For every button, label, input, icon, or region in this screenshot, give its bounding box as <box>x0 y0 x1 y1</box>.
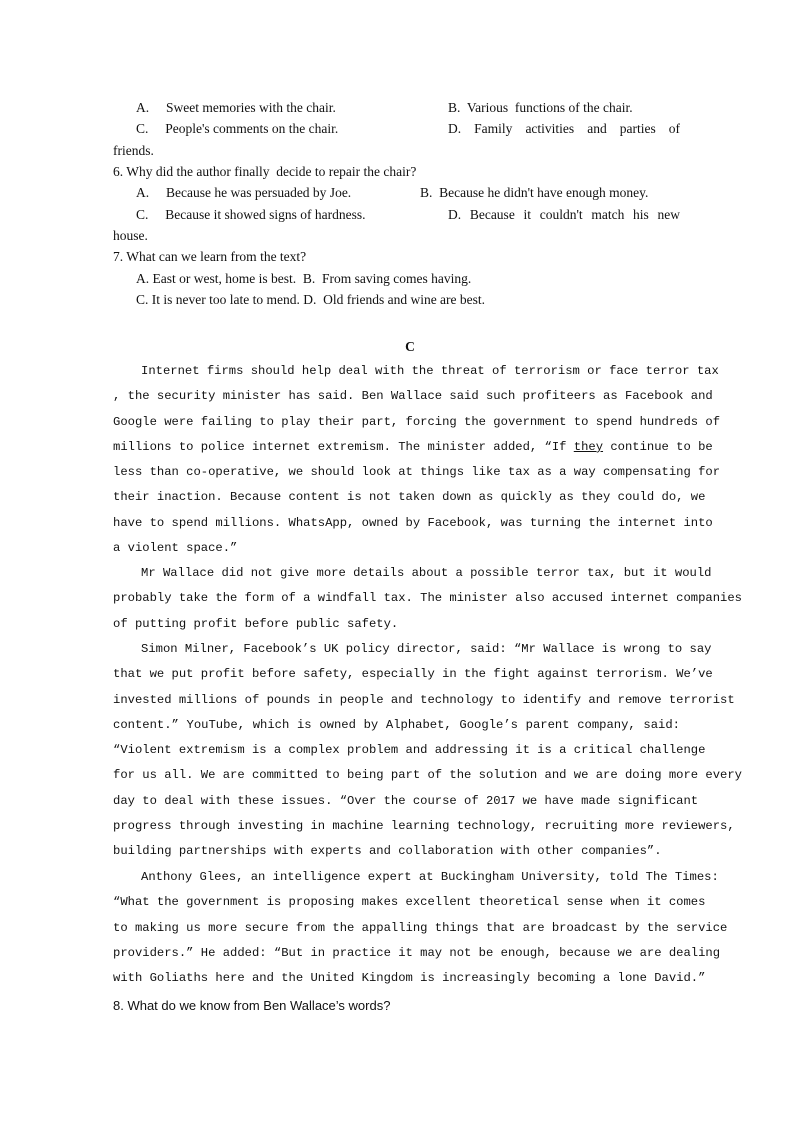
passage-paragraph-3 <box>113 637 742 865</box>
paragraph-line: less than co-operative, we should look at things like tax as a way compensating for <box>113 465 721 480</box>
q5-option-b: B. Various functions of the chair. <box>448 100 633 115</box>
q5-option-d: D. Family activities and parties of <box>448 121 680 136</box>
q6-option-d-continued: house. <box>113 228 148 243</box>
q6-option-c: C. Because it showed signs of hardness. <box>136 207 366 222</box>
paragraph-line: providers.” He added: “But in practice it may not be enough, because we are dealing <box>113 945 721 960</box>
paragraph-line: progress through investing in machine learning technology, recruiting more reviewers, <box>113 819 735 834</box>
passage-paragraph-2 <box>113 561 742 637</box>
paragraph-line: to making us more secure from the appalling things that are broadcast by the service <box>113 920 728 935</box>
line-text: continue to be <box>603 439 713 454</box>
section-heading: C <box>405 339 415 354</box>
q5-option-c: C. People's comments on the chair. <box>136 121 339 136</box>
paragraph-line: for us all. We are committed to being part of the solution and we are doing more every <box>113 768 742 783</box>
paragraph-line: of putting profit before public safety. <box>113 616 399 631</box>
q5-option-a: A. Sweet memories with the chair. <box>136 100 336 115</box>
paragraph-line: “Violent extremism is a complex problem and addressing it is a critical challenge <box>113 743 706 758</box>
q6-option-a: A. Because he was persuaded by Joe. <box>136 185 352 200</box>
paragraph-line: invested millions of pounds in people and technology to identify and remove terrorist <box>113 692 735 707</box>
paragraph-line: , the security minister has said. Ben Wallace said such profiteers as Facebook and <box>113 389 713 404</box>
line-text: millions to police internet extremism. The minister added, “If <box>113 439 574 454</box>
paragraph-line: Anthony Glees, an intelligence expert at Buckingham University, told The Times: <box>141 870 719 884</box>
paragraph-line: Mr Wallace did not give more details about a possible terror tax, but it would <box>141 566 712 580</box>
paragraph-line: have to spend millions. WhatsApp, owned by Facebook, was turning the internet into <box>113 515 713 530</box>
underlined-word: they <box>573 439 604 454</box>
paragraph-line: their inaction. Because content is not taken down as quickly as they could do, we <box>113 490 706 505</box>
q5-option-d-continued: friends. <box>113 143 154 158</box>
q7-question: 7. What can we learn from the text? <box>113 249 307 264</box>
paragraph-line: Google were failing to play their part, forcing the government to spend hundreds of <box>113 414 721 429</box>
paragraph-line: “What the government is proposing makes excellent theoretical sense when it comes <box>113 895 706 910</box>
paragraph-line: building partnerships with experts and collaboration with other companies”. <box>113 844 662 859</box>
passage-paragraph-4 <box>113 865 728 991</box>
paragraph-line: Internet firms should help deal with the threat of terrorism or face terror tax <box>141 364 719 378</box>
q6-option-b: B. Because he didn't have enough money. <box>420 185 649 200</box>
q6-option-d: D. Because it couldn't match his new <box>448 207 680 222</box>
paragraph-line: content.” YouTube, which is owned by Alphabet, Google’s parent company, said: <box>113 717 680 732</box>
paragraph-line: Simon Milner, Facebook’s UK policy director, said: “Mr Wallace is wrong to say <box>141 642 712 656</box>
q8-question: 8. What do we know from Ben Wallace’s words? <box>113 998 391 1013</box>
paragraph-line: probably take the form of a windfall tax. The minister also accused internet companies <box>113 591 742 606</box>
passage-paragraph-1 <box>113 359 721 561</box>
q7-options-line1: A. East or west, home is best. B. From saving comes having. <box>136 271 472 286</box>
paragraph-line: with Goliaths here and the United Kingdom is increasingly becoming a lone David.” <box>113 971 706 986</box>
q6-question: 6. Why did the author finally decide to repair the chair? <box>113 164 417 179</box>
q7-options-line2: C. It is never too late to mend. D. Old friends and wine are best. <box>136 292 486 307</box>
paragraph-line: day to deal with these issues. “Over the course of 2017 we have made significant <box>113 793 699 808</box>
paragraph-line <box>113 435 713 460</box>
paragraph-line: that we put profit before safety, especially in the fight against terrorism. We’ve <box>113 667 713 682</box>
paragraph-line: a violent space.” <box>113 541 238 556</box>
